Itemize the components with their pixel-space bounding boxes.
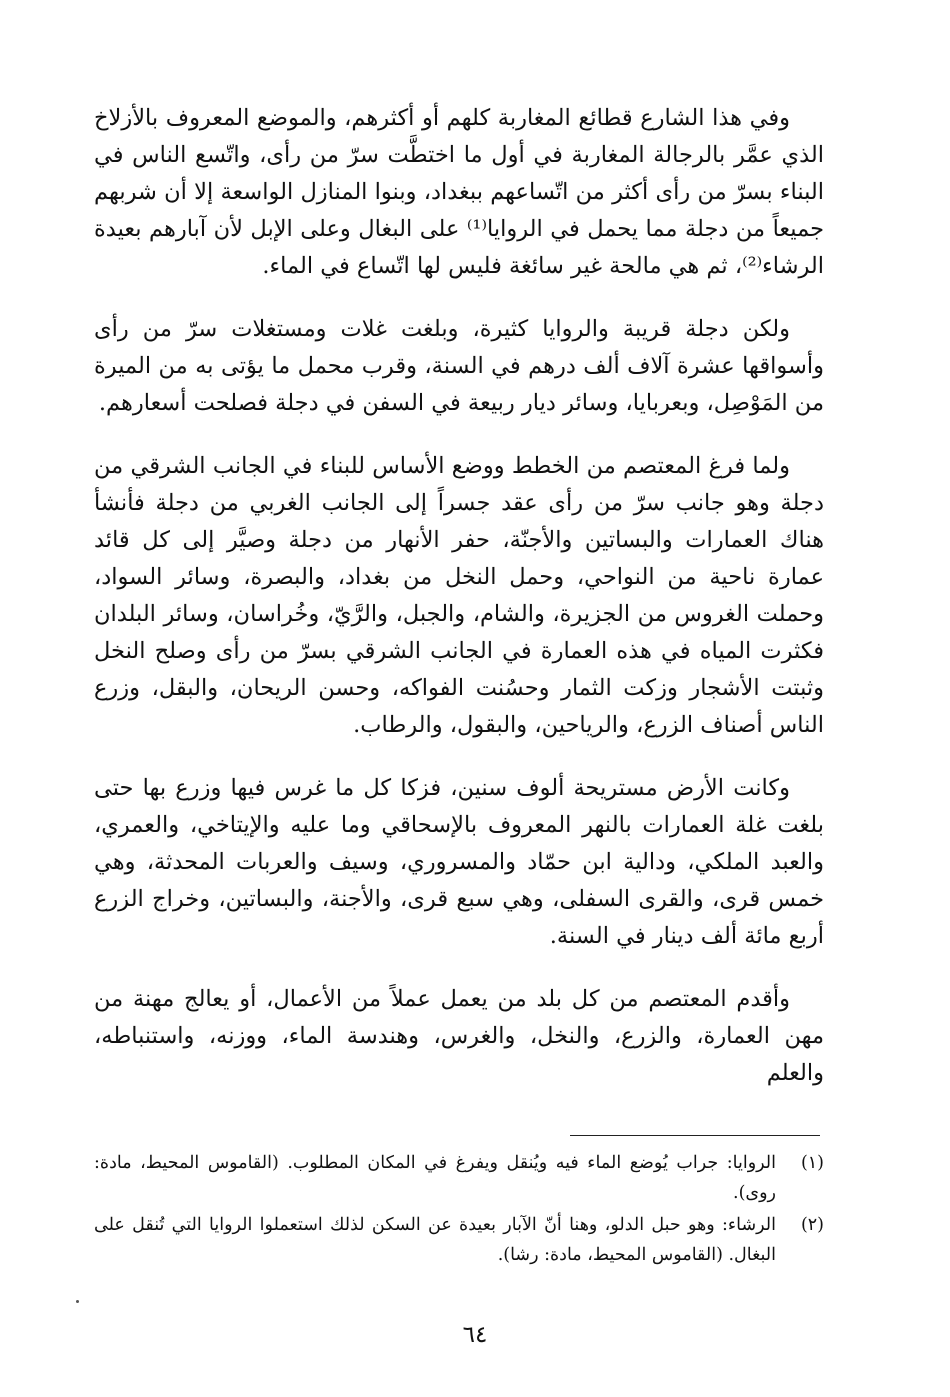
- footnote-separator: [570, 1135, 820, 1136]
- main-text: [94, 100, 824, 1092]
- page-number: ٦٤: [462, 1322, 488, 1348]
- footnote-2: [94, 1210, 824, 1270]
- paragraph-2: ولكن دجلة قريبة والروايا كثيرة، وبلغت غلات ومستغلات سرّ من رأى وأسواقها عشرة آلاف ألف درهم في السنة، وقرب محمل ما يؤتى به من الميرة من المَوْصِل، وبعربايا، وسائر ديار ربيعة في السفن في دجلة فصلحت أسعارهم.: [94, 316, 824, 416]
- paragraph-5: وأقدم المعتصم من كل بلد من يعمل عملاً من الأعمال، أو يعالج مهنة من مهن العمارة، والزرع، والنخل، والغرس، وهندسة الماء، ووزنه، واستنباطه، والعلم: [94, 986, 824, 1086]
- footnote-1-number: (١): [800, 1153, 824, 1173]
- paragraph-1: وفي هذا الشارع قطائع المغاربة كلهم أو أكثرهم، والموضع المعروف بالأزلاخ الذي عمَّر بالرجالة المغاربة في أول ما اختطَّت سرّ من رأى، واتّسع الناس في البناء بسرّ من رأى أكثر من اتّساعهم ببغداد، وبنوا المنازل الواسعة إلا أن شربهم جميعاً من دجلة مما يحمل في الروايا⁽¹⁾ على البغال وعلى الإبل لأن آبارهم بعيدة الرشاء⁽²⁾، ثم هي مالحة غير سائغة فليس لها اتّساع في الماء.: [94, 105, 824, 279]
- footnote-1: [94, 1148, 824, 1208]
- footnote-1-text: الروايا: جراب يُوضع الماء فيه ويُنقل ويفرغ في المكان المطلوب. (القاموس المحيط، مادة: روى).: [94, 1153, 776, 1203]
- paragraph-3: ولما فرغ المعتصم من الخطط ووضع الأساس للبناء في الجانب الشرقي من دجلة وهو جانب سرّ من رأى عقد جسراً إلى الجانب الغربي من دجلة فأنشأ هناك العمارات والبساتين والأجنّة، حفر الأنهار من دجلة وصيَّر إلى كل قائد عمارة ناحية من النواحي، وحمل النخل من بغداد، والبصرة، وسائر السواد، وحملت الغروس من الجزيرة، والشام، والجبل، والرَّيّ، وخُراسان، وسائر البلدان فكثرت المياه في هذه العمارة في الجانب الشرقي بسرّ من رأى وصلح النخل وثبتت الأشجار وزكت الثمار وحسُنت الفواكه، وحسن الريحان، والبقل، وزرع الناس أصناف الزرع، والرياحين، والبقول، والرطاب.: [94, 453, 824, 738]
- scan-speck: [76, 1300, 79, 1303]
- paragraph-4: وكانت الأرض مستريحة ألوف سنين، فزكا كل ما غرس فيها وزرع بها حتى بلغت غلة العمارات بالنهر المعروف بالإسحاقي وما عليه والإيتاخي، والعمري، والعبد الملكي، ودالية ابن حمّاد والمسروري، وسيف والعربات المحدثة، وهي خمس قرى، والقرى السفلى، وهي سبع قرى، والأجنة، والبساتين، وخراج الزرع أربع مائة ألف دينار في السنة.: [94, 775, 824, 949]
- footnote-2-number: (٢): [800, 1215, 824, 1235]
- footnote-2-text: الرشاء: وهو حبل الدلو، وهنا أنّ الآبار بعيدة عن السكن لذلك استعملوا الروايا التي تُنقل على البغال. (القاموس المحيط، مادة: رشا).: [94, 1215, 776, 1265]
- footnotes: [94, 1148, 824, 1272]
